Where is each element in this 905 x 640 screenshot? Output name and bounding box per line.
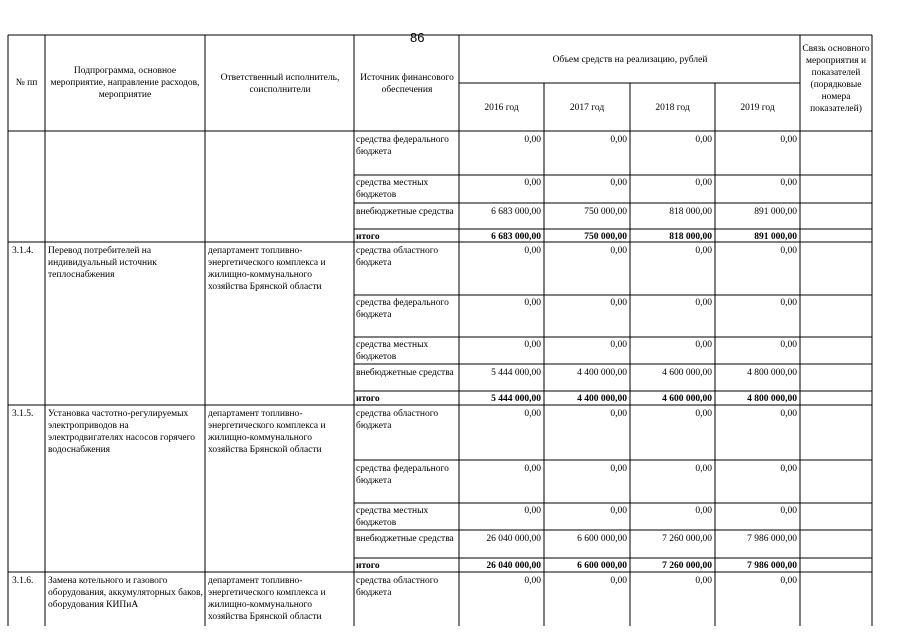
row-total-label: итого bbox=[356, 232, 380, 242]
row-value-2018: 0,00 bbox=[695, 506, 712, 516]
row-value-2016: 5 444 000,00 bbox=[491, 368, 541, 378]
row-value-2017: 6 600 000,00 bbox=[577, 534, 627, 544]
row-value-2016: 6 683 000,00 bbox=[491, 207, 541, 217]
header-link: Связь основного мероприятия и показателей (порядковые номера показателей) bbox=[802, 44, 870, 114]
row-value-2016: 0,00 bbox=[524, 506, 541, 516]
row-source: внебюджетные средства bbox=[356, 368, 454, 378]
row-value-2016: 26 040 000,00 bbox=[486, 534, 541, 544]
row-value-2016: 0,00 bbox=[524, 464, 541, 474]
row-value-2016: 0,00 bbox=[524, 178, 541, 188]
row-value-2018: 0,00 bbox=[695, 298, 712, 308]
row-total-label: итого bbox=[356, 561, 380, 571]
row-total-2019: 891 000,00 bbox=[754, 232, 797, 242]
row-value-2018: 7 260 000,00 bbox=[662, 534, 712, 544]
row-source: средства областного бюджета bbox=[356, 576, 439, 598]
row-value-2017: 0,00 bbox=[610, 409, 627, 419]
item-executor: департамент топливно-энергетического комплекса и жилищно-коммунального хозяйства Брянской области bbox=[208, 576, 326, 622]
row-value-2019: 0,00 bbox=[780, 340, 797, 350]
row-value-2016: 0,00 bbox=[524, 298, 541, 308]
row-value-2017: 0,00 bbox=[610, 178, 627, 188]
row-value-2018: 0,00 bbox=[695, 246, 712, 256]
row-source: средства местных бюджетов bbox=[356, 178, 429, 200]
row-total-2017: 750 000,00 bbox=[584, 232, 627, 242]
row-value-2019: 0,00 bbox=[780, 298, 797, 308]
row-value-2019: 0,00 bbox=[780, 576, 797, 586]
item-program: Установка частотно-регулируемых электроприводов на электродвигателях насосов горячего водоснабжения bbox=[48, 409, 195, 455]
header-year-2019: 2019 год bbox=[740, 103, 775, 113]
row-value-2018: 4 600 000,00 bbox=[662, 368, 712, 378]
row-value-2017: 0,00 bbox=[610, 298, 627, 308]
row-value-2019: 0,00 bbox=[780, 506, 797, 516]
row-value-2017: 0,00 bbox=[610, 576, 627, 586]
row-total-2018: 818 000,00 bbox=[669, 232, 712, 242]
item-number: 3.1.4. bbox=[12, 246, 34, 256]
row-value-2017: 0,00 bbox=[610, 246, 627, 256]
row-value-2019: 0,00 bbox=[780, 464, 797, 474]
row-total-2017: 4 400 000,00 bbox=[577, 394, 627, 404]
item-program: Перевод потребителей на индивидуальный источник теплоснабжения bbox=[48, 246, 157, 280]
header-volume: Объем средств на реализацию, рублей bbox=[552, 55, 708, 65]
row-value-2017: 0,00 bbox=[610, 464, 627, 474]
row-value-2016: 0,00 bbox=[524, 340, 541, 350]
row-value-2019: 4 800 000,00 bbox=[747, 368, 797, 378]
row-total-2017: 6 600 000,00 bbox=[577, 561, 627, 571]
header-program: Подпрограмма, основное мероприятие, направление расходов, мероприятие bbox=[50, 66, 200, 100]
row-value-2017: 0,00 bbox=[610, 135, 627, 145]
row-source: внебюджетные средства bbox=[356, 207, 454, 217]
item-number: 3.1.5. bbox=[12, 409, 34, 419]
row-value-2016: 0,00 bbox=[524, 409, 541, 419]
row-value-2018: 818 000,00 bbox=[669, 207, 712, 217]
row-total-2016: 6 683 000,00 bbox=[491, 232, 541, 242]
header-year-2017: 2017 год bbox=[569, 103, 605, 113]
row-total-2018: 7 260 000,00 bbox=[662, 561, 712, 571]
row-value-2018: 0,00 bbox=[695, 409, 712, 419]
row-value-2019: 7 986 000,00 bbox=[747, 534, 797, 544]
row-value-2017: 0,00 bbox=[610, 340, 627, 350]
header-year-2018: 2018 год bbox=[655, 103, 690, 113]
row-value-2018: 0,00 bbox=[695, 135, 712, 145]
row-value-2016: 0,00 bbox=[524, 135, 541, 145]
row-source: внебюджетные средства bbox=[356, 534, 454, 544]
row-value-2017: 4 400 000,00 bbox=[577, 368, 627, 378]
row-value-2019: 0,00 bbox=[780, 135, 797, 145]
header-executor: Ответственный исполнитель, соисполнители bbox=[220, 73, 340, 95]
row-value-2017: 0,00 bbox=[610, 506, 627, 516]
header-source: Источник финансового обеспечения bbox=[360, 73, 454, 95]
row-total-2019: 4 800 000,00 bbox=[747, 394, 797, 404]
row-value-2018: 0,00 bbox=[695, 576, 712, 586]
item-executor: департамент топливно-энергетического комплекса и жилищно-коммунального хозяйства Брянской области bbox=[208, 246, 326, 292]
row-value-2019: 0,00 bbox=[780, 409, 797, 419]
item-program: Замена котельного и газового оборудования, аккумуляторных баков, оборудования КИПиА bbox=[48, 576, 203, 610]
row-value-2019: 0,00 bbox=[780, 246, 797, 256]
row-total-2016: 5 444 000,00 bbox=[491, 394, 541, 404]
header-num: № пп bbox=[15, 78, 38, 88]
row-source: средства местных бюджетов bbox=[356, 340, 429, 362]
item-number: 3.1.6. bbox=[12, 576, 34, 586]
row-total-label: итого bbox=[356, 394, 380, 404]
row-total-2019: 7 986 000,00 bbox=[747, 561, 797, 571]
row-value-2018: 0,00 bbox=[695, 178, 712, 188]
row-total-2016: 26 040 000,00 bbox=[486, 561, 541, 571]
row-value-2018: 0,00 bbox=[695, 340, 712, 350]
page-number: 86 bbox=[410, 30, 425, 45]
row-value-2017: 750 000,00 bbox=[584, 207, 627, 217]
row-source: средства федерального бюджета bbox=[356, 135, 449, 157]
row-source: средства федерального бюджета bbox=[356, 464, 449, 486]
row-value-2018: 0,00 bbox=[695, 464, 712, 474]
row-value-2016: 0,00 bbox=[524, 576, 541, 586]
row-value-2019: 0,00 bbox=[780, 178, 797, 188]
row-value-2016: 0,00 bbox=[524, 246, 541, 256]
header-year-2016: 2016 год bbox=[484, 103, 519, 113]
row-total-2018: 4 600 000,00 bbox=[662, 394, 712, 404]
row-source: средства местных бюджетов bbox=[356, 506, 429, 528]
row-source: средства федерального бюджета bbox=[356, 298, 449, 320]
row-source: средства областного бюджета bbox=[356, 246, 439, 268]
row-source: средства областного бюджета bbox=[356, 409, 439, 431]
item-executor: департамент топливно-энергетического комплекса и жилищно-коммунального хозяйства Брянской области bbox=[208, 409, 326, 455]
row-value-2019: 891 000,00 bbox=[754, 207, 797, 217]
